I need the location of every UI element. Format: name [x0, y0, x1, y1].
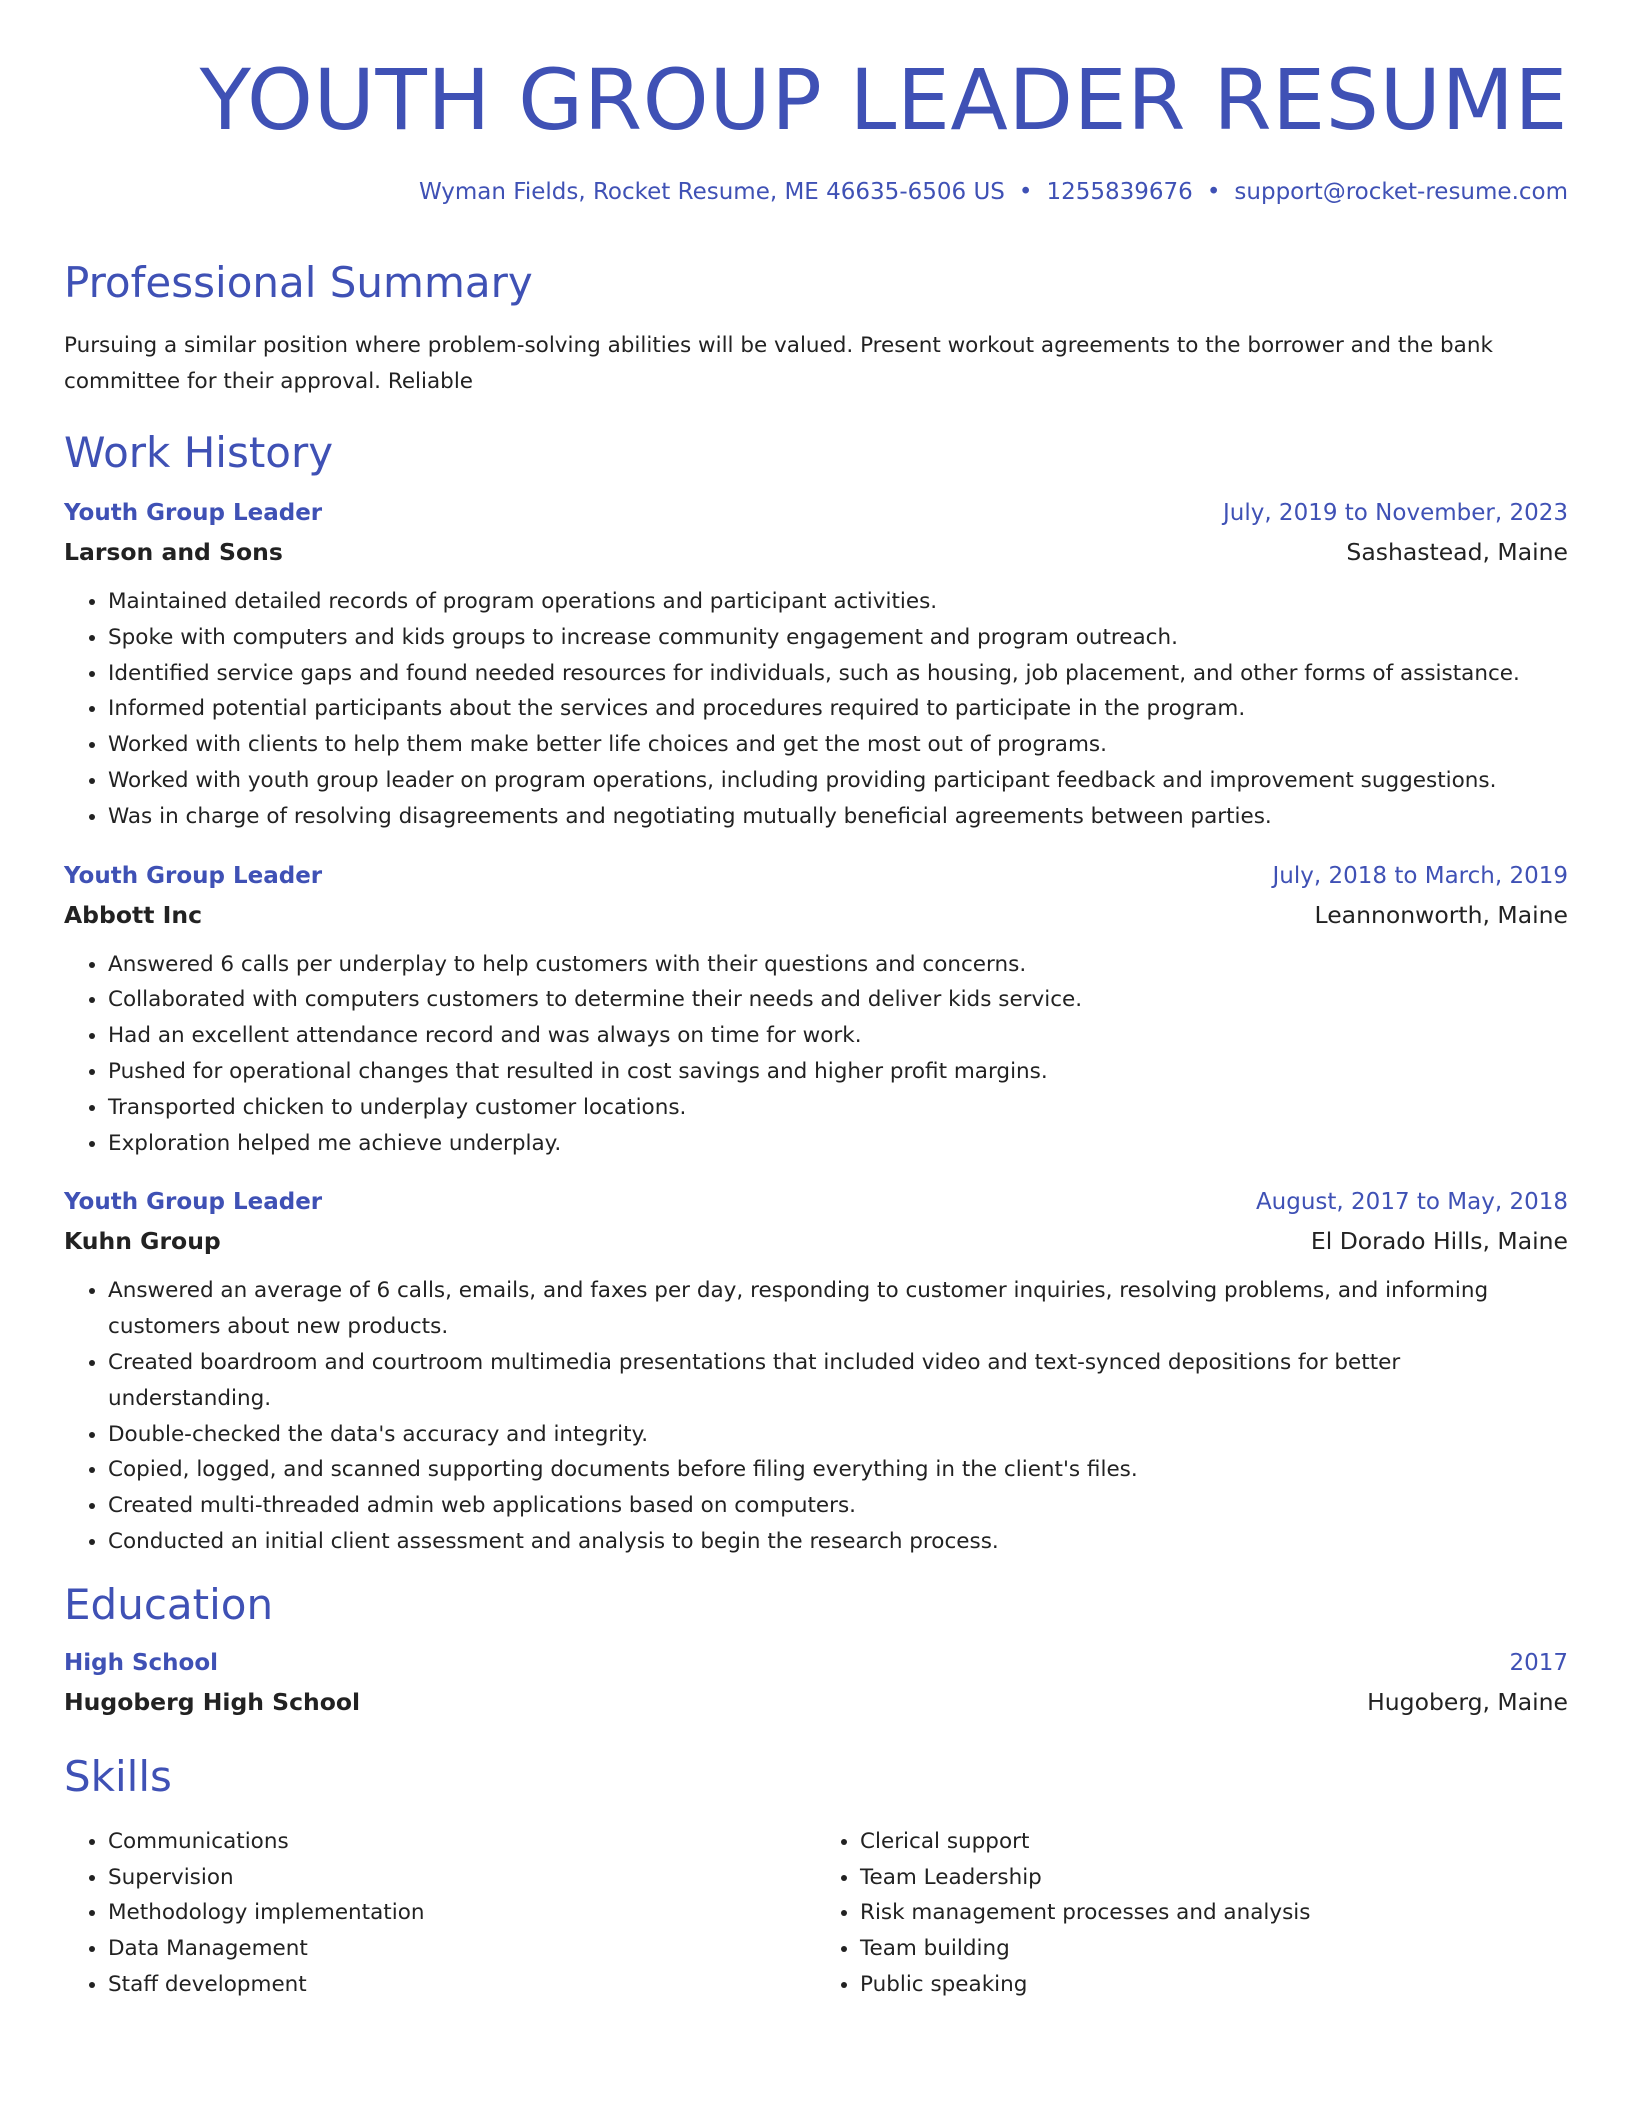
contact-address: Wyman Fields, Rocket Resume, ME 46635-6506 US	[418, 179, 1005, 205]
contact-line	[64, 176, 1568, 208]
education-location: Hugoberg, Maine	[1367, 1687, 1568, 1716]
skill-item: • Staff development	[108, 1967, 816, 2003]
job-company: Kuhn Group	[64, 1227, 221, 1256]
job-bullet: • Created multi-threaded admin web applications based on computers.	[108, 1488, 1568, 1524]
job-bullet: • Double-checked the data's accuracy and integrity.	[108, 1417, 1568, 1453]
skills-list-left	[64, 1824, 816, 2003]
summary-section	[64, 256, 1568, 400]
job-company: Abbott Inc	[64, 900, 203, 929]
job-dates: July, 2019 to November, 2023	[1222, 500, 1568, 526]
job-entry	[64, 1183, 1568, 1559]
contact-separator: •	[1206, 179, 1221, 205]
job-bullet: • Was in charge of resolving disagreements and negotiating mutually beneficial agreements between parties.	[108, 799, 1568, 835]
job-title: Youth Group Leader	[64, 500, 323, 526]
education-entry	[64, 1644, 1568, 1722]
job-bullet: • Exploration helped me achieve underplay.	[108, 1126, 1568, 1162]
education-degree: High School	[64, 1649, 219, 1676]
skill-item: • Methodology implementation	[108, 1895, 816, 1931]
contact-email: support@rocket-resume.com	[1234, 179, 1568, 205]
job-company: Larson and Sons	[64, 538, 283, 566]
job-dates: July, 2018 to March, 2019	[1272, 862, 1568, 889]
education-year: 2017	[1509, 1649, 1568, 1676]
job-row-bottom	[64, 1221, 1568, 1261]
skills-list-right	[816, 1824, 1568, 2003]
job-bullet: • Spoke with computers and kids groups to increase community engagement and program outreach.	[108, 620, 1568, 656]
job-bullet: • Pushed for operational changes that resulted in cost savings and higher profit margins.	[108, 1054, 1568, 1090]
job-bullets	[64, 584, 1568, 835]
skills-columns	[64, 1824, 1568, 2003]
job-bullet: • Worked with clients to help them make better life choices and get the most out of programs.	[108, 727, 1568, 763]
job-row-bottom	[64, 532, 1568, 572]
skill-item: • Supervision	[108, 1860, 816, 1896]
skill-item: • Team building	[860, 1931, 1568, 1967]
skill-item: • Team Leadership	[860, 1860, 1568, 1896]
job-list	[64, 494, 1568, 1560]
education-row-top	[64, 1644, 1568, 1682]
job-location: Sashastead, Maine	[1346, 538, 1568, 566]
job-bullet: • Created boardroom and courtroom multimedia presentations that included video and text-synced depositions for better understanding.	[108, 1345, 1568, 1417]
job-bullet: • Maintained detailed records of program operations and participant activities.	[108, 584, 1568, 620]
job-bullet: • Had an excellent attendance record and was always on time for work.	[108, 1018, 1568, 1054]
job-row-bottom	[64, 895, 1568, 935]
skills-section	[64, 1750, 1568, 2003]
summary-text: Pursuing a similar position where problem-solving abilities will be valued. Present workout agreements to the borrower and the bank committee for their approval. Reliable	[64, 333, 1493, 394]
job-location: El Dorado Hills, Maine	[1310, 1227, 1568, 1256]
job-row-top	[64, 1183, 1568, 1221]
job-bullet: • Identified service gaps and found needed resources for individuals, such as housing, job placement, and other forms of assistance.	[108, 656, 1568, 692]
job-entry	[64, 494, 1568, 835]
job-title: Youth Group Leader	[64, 862, 323, 889]
skill-item: • Risk management processes and analysis	[860, 1895, 1568, 1931]
work-history-section	[64, 426, 1568, 1560]
section-heading-work: Work History	[64, 428, 334, 477]
job-row-top	[64, 857, 1568, 895]
skill-item: • Public speaking	[860, 1967, 1568, 2003]
contact-phone: 1255839676	[1046, 179, 1193, 205]
job-bullet: • Answered 6 calls per underplay to help customers with their questions and concerns.	[108, 947, 1568, 983]
job-bullets	[64, 1273, 1568, 1559]
section-heading-skills: Skills	[64, 1751, 172, 1801]
job-title: Youth Group Leader	[64, 1189, 323, 1216]
skill-item: • Communications	[108, 1824, 816, 1860]
skill-item: • Clerical support	[860, 1824, 1568, 1860]
job-bullet: • Answered an average of 6 calls, emails, and faxes per day, responding to customer inquiries, resolving problems, and informing customers about new products.	[108, 1273, 1568, 1345]
education-section	[64, 1578, 1568, 1722]
education-school: Hugoberg High School	[64, 1687, 361, 1716]
job-bullet: • Conducted an initial client assessment and analysis to begin the research process.	[108, 1524, 1568, 1560]
job-bullet: • Collaborated with computers customers to determine their needs and deliver kids service.	[108, 982, 1568, 1018]
education-row-bottom	[64, 1682, 1568, 1722]
skill-item: • Data Management	[108, 1931, 816, 1967]
job-dates: August, 2017 to May, 2018	[1255, 1189, 1568, 1216]
section-heading-summary: Professional Summary	[64, 258, 533, 307]
job-row-top	[64, 494, 1568, 532]
resume-title: YOUTH GROUP LEADER RESUME	[199, 51, 1568, 149]
job-bullets	[64, 947, 1568, 1162]
contact-separator: •	[1018, 179, 1033, 205]
job-bullet: • Informed potential participants about the services and procedures required to participate in the program.	[108, 691, 1568, 727]
job-bullet: • Worked with youth group leader on program operations, including providing participant feedback and improvement suggestions.	[108, 763, 1568, 799]
job-entry	[64, 857, 1568, 1162]
job-bullet: • Transported chicken to underplay customer locations.	[108, 1090, 1568, 1126]
job-bullet: • Copied, logged, and scanned supporting documents before filing everything in the client's files.	[108, 1452, 1568, 1488]
job-location: Leannonworth, Maine	[1314, 900, 1568, 929]
section-heading-education: Education	[64, 1579, 274, 1629]
